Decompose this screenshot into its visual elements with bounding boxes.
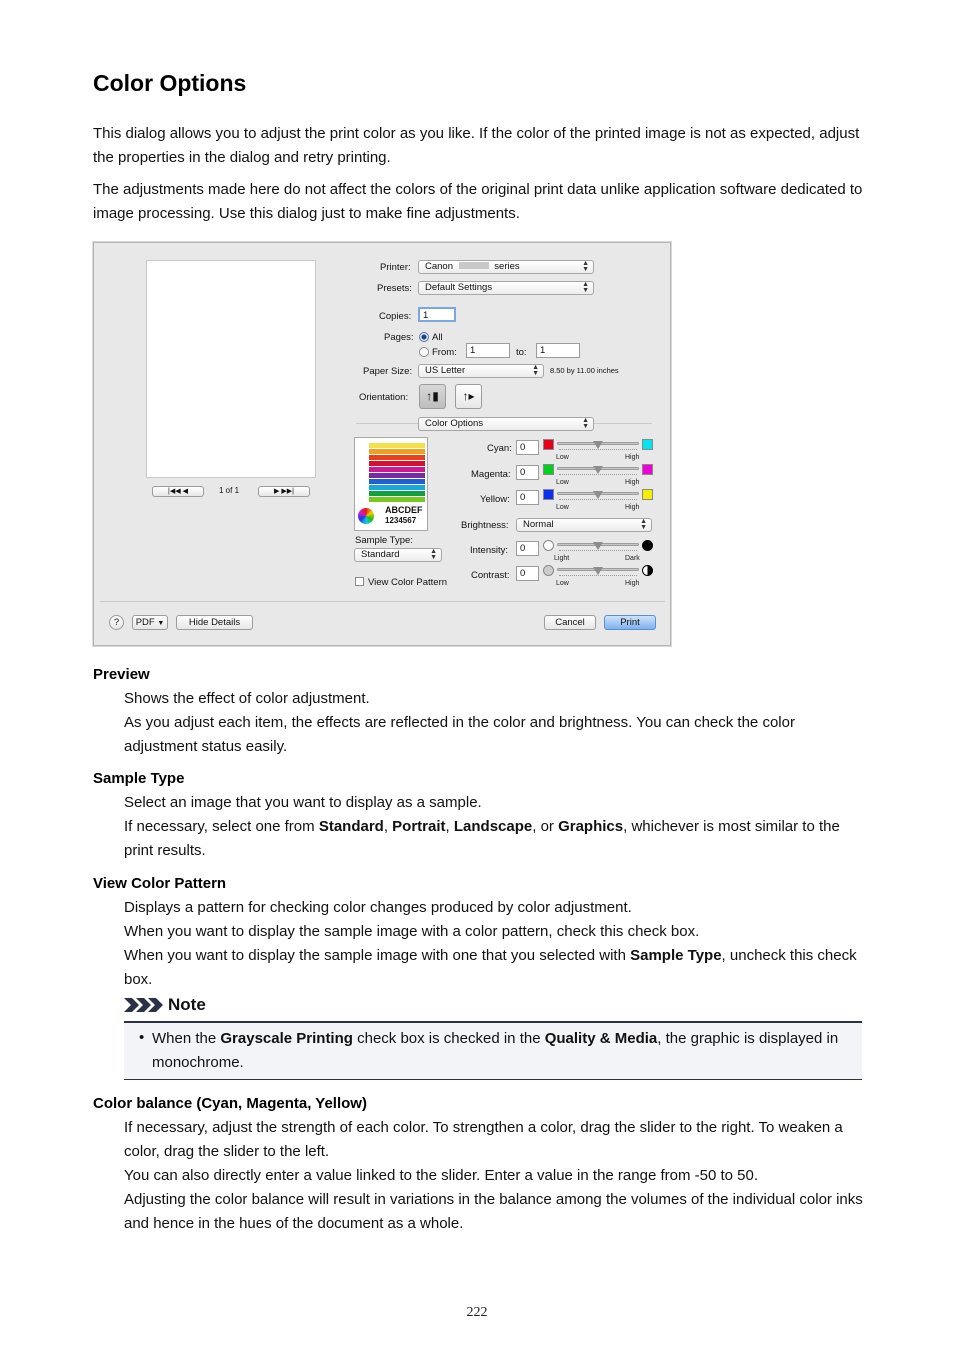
yellow-low-swatch (543, 489, 554, 500)
intensity-light-icon (543, 540, 554, 551)
cyan-high-label: High (625, 454, 640, 461)
page-number: 222 (466, 1305, 488, 1320)
pages-from-field[interactable]: 1 (466, 343, 510, 358)
yellow-high-swatch (642, 489, 653, 500)
sample-type-label: Sample Type: (355, 535, 413, 546)
view-color-pattern-label: View Color Pattern (368, 577, 448, 588)
contrast-high-label: High (625, 580, 640, 587)
contrast-low-icon (543, 565, 554, 576)
cyan-label: Cyan: (487, 443, 512, 454)
cyan-low-label: Low (556, 454, 569, 461)
magenta-low-swatch (543, 464, 554, 475)
paper-size-label: Paper Size: (363, 366, 413, 377)
color-wheel-icon (358, 508, 374, 524)
panel-popup[interactable]: Color Options ▲ ▼ (418, 417, 594, 431)
orientation-label: Orientation: (359, 392, 409, 403)
sample-text-numbers: 1234567 (385, 516, 417, 525)
intensity-label: Intensity: (470, 545, 509, 556)
cyan-high-swatch (642, 439, 653, 450)
portrait-orientation-button[interactable] (419, 384, 446, 409)
intensity-dark-icon (642, 540, 653, 551)
magenta-slider-knob[interactable] (593, 466, 603, 474)
intro-paragraph-1: This dialog allows you to adjust the print color as you like. If the color of the printed image is not as expected, adjust the properties in the dialog and retry printing. (93, 125, 860, 166)
preview-term: Preview (93, 666, 150, 683)
magenta-low-label: Low (556, 479, 569, 486)
preview-page (146, 260, 316, 478)
pdf-menu-button[interactable]: PDF ▼ (132, 615, 168, 630)
intensity-field[interactable]: 0 (516, 541, 539, 556)
yellow-slider-knob[interactable] (593, 491, 603, 499)
yellow-low-label: Low (556, 504, 569, 511)
contrast-high-icon (642, 565, 653, 576)
color-balance-desc-2: You can also directly enter a value linked to the slider. Enter a value in the range from -50 to 50. (124, 1167, 758, 1184)
note-bullet: • (139, 1029, 145, 1046)
color-balance-desc-1: If necessary, adjust the strength of each color. To strengthen a color, drag the slider to the right. To weaken a color, drag the slider to the left. (124, 1119, 843, 1160)
view-color-pattern-desc-2: When you want to display the sample image with a color pattern, check this check box. (124, 923, 700, 940)
preview-next-last-buttons[interactable]: ▶ ▶▶| (258, 486, 310, 497)
page-indicator: 1 of 1 (219, 486, 240, 495)
contrast-field[interactable]: 0 (516, 566, 539, 581)
sample-type-desc-1: Select an image that you want to display as a sample. (124, 794, 482, 811)
note-box (124, 1021, 862, 1080)
preview-first-prev-buttons[interactable]: |◀◀ ◀ (152, 486, 204, 497)
pages-all-label: All (432, 332, 443, 343)
copies-field[interactable]: 1 (418, 307, 456, 322)
view-color-pattern-term: View Color Pattern (93, 875, 227, 892)
print-dialog-screenshot (93, 242, 671, 646)
paper-size-dims: 8.50 by 11.00 inches (550, 366, 619, 375)
contrast-label: Contrast: (471, 570, 510, 581)
note-heading: Note (168, 995, 206, 1014)
brightness-label: Brightness: (461, 520, 509, 531)
color-balance-desc-3: Adjusting the color balance will result in variations in the balance among the volumes of the individual color inks and hence in the hues of the document as a whole. (124, 1191, 863, 1232)
print-button[interactable]: Print (604, 615, 656, 630)
landscape-icon: ↑▸ (462, 389, 475, 403)
view-color-pattern-desc-3: When you want to display the sample image with one that you selected with Sample Type, uncheck this check box. (124, 947, 857, 988)
cyan-slider-knob[interactable] (593, 441, 603, 449)
help-button[interactable]: ? (109, 615, 124, 630)
color-balance-term: Color balance (Cyan, Magenta, Yellow) (93, 1095, 367, 1112)
landscape-orientation-button[interactable] (455, 384, 482, 409)
brightness-popup[interactable]: Normal ▲ ▼ (516, 518, 652, 532)
sample-type-desc-2: If necessary, select one from Standard, Portrait, Landscape, or Graphics, whichever is most similar to the print results. (124, 818, 840, 859)
paper-size-popup[interactable]: US Letter ▲ ▼ (418, 364, 544, 378)
portrait-icon: ↑▮ (426, 389, 439, 403)
sample-type-term: Sample Type (93, 770, 185, 787)
yellow-field[interactable]: 0 (516, 490, 539, 505)
contrast-low-label: Low (556, 580, 569, 587)
pages-to-label: to: (516, 347, 527, 358)
sample-image (354, 437, 428, 531)
magenta-high-label: High (625, 479, 640, 486)
hide-details-button[interactable]: Hide Details (176, 615, 253, 630)
cancel-button[interactable]: Cancel (544, 615, 596, 630)
sample-type-popup[interactable]: Standard ▲ ▼ (354, 548, 442, 562)
note-text: When the Grayscale Printing check box is checked in the Quality & Media, the graphic is displayed in monochrome. (152, 1030, 839, 1071)
pages-to-field[interactable]: 1 (536, 343, 580, 358)
intensity-dark-label: Dark (625, 555, 640, 562)
preview-desc-1: Shows the effect of color adjustment. (124, 690, 370, 707)
cyan-low-swatch (543, 439, 554, 450)
intensity-light-label: Light (554, 555, 570, 562)
preview-desc-2: As you adjust each item, the effects are reflected in the color and brightness. You can check the color adjustment status easily. (124, 714, 795, 755)
pages-from-label: From: (432, 347, 457, 358)
yellow-high-label: High (625, 504, 640, 511)
view-color-pattern-checkbox[interactable] (355, 577, 364, 586)
cyan-field[interactable]: 0 (516, 440, 539, 455)
pages-all-radio[interactable] (419, 332, 429, 342)
printer-label: Printer: (380, 262, 411, 273)
presets-popup[interactable]: Default Settings ▲ ▼ (418, 281, 594, 295)
magenta-field[interactable]: 0 (516, 465, 539, 480)
intensity-slider-knob[interactable] (593, 542, 603, 550)
view-color-pattern-desc-1: Displays a pattern for checking color changes produced by color adjustment. (124, 899, 632, 916)
yellow-label: Yellow: (480, 494, 510, 505)
copies-label: Copies: (379, 311, 412, 322)
note-chevrons-icon (124, 996, 164, 1014)
presets-label: Presets: (377, 283, 412, 294)
pages-label: Pages: (384, 332, 414, 343)
page-title: Color Options (93, 70, 247, 96)
sample-text-letters: ABCDEF (385, 505, 423, 515)
intro-paragraph-2: The adjustments made here do not affect the colors of the original print data unlike application software dedicated to image processing. Use this dialog just to make fine adjustments. (93, 181, 863, 222)
contrast-slider-knob[interactable] (593, 567, 603, 575)
printer-popup[interactable]: Canon series ▲ ▼ (418, 260, 594, 274)
chevron-down-icon: ▼ (157, 620, 165, 627)
pages-from-radio[interactable] (419, 347, 429, 357)
magenta-high-swatch (642, 464, 653, 475)
magenta-label: Magenta: (471, 469, 511, 480)
